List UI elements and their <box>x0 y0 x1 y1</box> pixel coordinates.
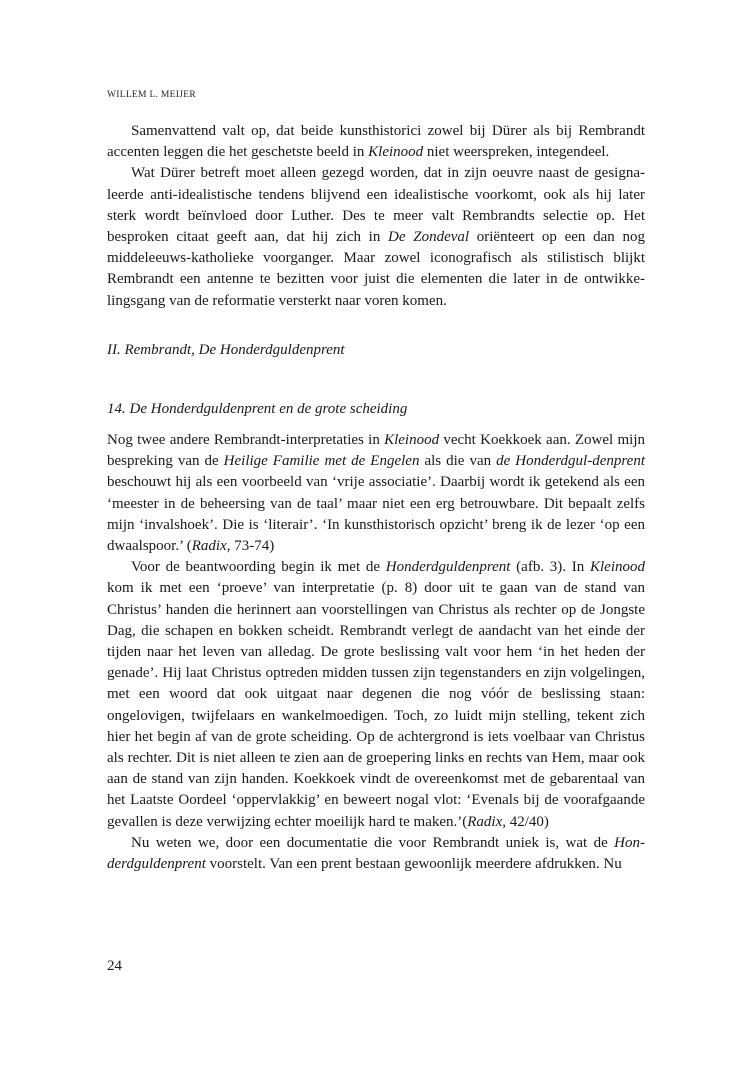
body-text-block-1 <box>107 121 645 312</box>
subsection-heading: 14. De Honderdguldenprent en de grote scheiding <box>107 401 408 417</box>
italic-title: De Zondeval <box>388 229 470 246</box>
page-number: 24 <box>107 958 122 974</box>
paragraph <box>107 833 645 875</box>
text-run: vecht Koekkoek aan. Zowel mijn bespreking van de <box>107 432 645 470</box>
italic-title: Radix <box>467 813 503 830</box>
text-run: oriënteert op een dan nog middeleeuws-katholieke voorganger. Maar zowel iconografisch als stilistisch blijkt Rembrandt een antenne te bezitten voor juist die elementen die later in de ontwikke-lingsgang van de reformatie versterkt naar voren komen. <box>107 229 645 309</box>
running-head: WILLEM L. MEIJER <box>107 90 196 100</box>
text-run: niet weerspreken, integendeel. <box>423 144 610 161</box>
text-run: Nu weten we, door een documentatie die voor Rembrandt uniek is, wat de <box>131 834 615 851</box>
italic-title: Heilige Familie met de Engelen <box>223 453 420 470</box>
italic-title: de Honderdgul-denprent <box>496 453 645 470</box>
text-run: , 73-74) <box>226 538 275 555</box>
text-run: voorstelt. Van een prent bestaan gewoonlijk meerdere afdrukken. Nu <box>205 856 622 873</box>
text-run: Samenvattend valt op, dat beide kunsthistorici zowel bij Dürer als bij Rembrandt accenten leggen die het geschetste beeld in <box>107 123 645 161</box>
text-run: (afb. 3). In <box>510 559 590 576</box>
text-run: als die van <box>419 453 497 470</box>
paragraph <box>107 163 645 311</box>
section-heading: II. Rembrandt, De Honderdguldenprent <box>107 342 345 358</box>
text-run: Nog twee andere Rembrandt-interpretaties in <box>107 432 385 448</box>
body-text-block-2 <box>107 430 645 875</box>
text-run: beschouwt hij als een voorbeeld van ‘vrije associatie’. Daarbij wordt ik getekend als een ‘meester in de beheersing van de taal’ maar niet een erg betrouwbare. Dit bepaalt zelfs mijn ‘invalshoek’. Die is ‘literair’. ‘In kunsthistorisch opzicht’ breng ik de lezer ‘op een dwaalspoor.’ ( <box>107 474 645 555</box>
text-run: Voor de beantwoording begin ik met de <box>131 559 386 576</box>
italic-title: Honderdguldenprent <box>385 559 511 576</box>
italic-title: Hon-derdguldenprent <box>107 834 645 873</box>
italic-title: Kleinood <box>590 559 645 576</box>
paragraph <box>107 430 645 557</box>
italic-title: Radix <box>191 538 227 555</box>
text-run: , 42/40) <box>502 813 549 830</box>
italic-title: Kleinood <box>368 144 424 161</box>
text-run: Wat Dürer betreft moet alleen gezegd worden, dat in zijn oeuvre naast de gesigna-leerde anti-idealistische tendens blijvend een idealistische voorkomt, ook als hij later sterk wordt beïnvloed door Luther. Des te meer valt Rembrandts selectie op. Het besproken citaat geeft aan, dat hij zich in <box>107 165 645 246</box>
paragraph <box>107 557 645 833</box>
text-run: kom ik met een ‘proeve’ van interpretatie (p. 8) door uit te gaan van de stand van Christus’ handen die herinnert aan voorstellingen van Christus als rechter op de Jongste Dag, die schapen en bokken scheidt. Rembrandt verlegt de aandacht van het einde der tijden naar het leven van alledag. De grote beslissing valt voor hem ‘in het heden der genade’. Hij laat Christus optreden midden tussen zijn tegenstanders en zijn volgelingen, met een woord dat ook uitgaat naar degenen die nog vóór de beslissing staan: ongelovigen, twijfelaars en wankelmoedigen. Toch, zo luidt mijn stelling, tekent zich hier het begin af van de grote scheiding. Op de achtergrond is iets voelbaar van Christus als rechter. Dit is niet alleen te zien aan de groepering links en rechts van Hem, maar ook aan de stand van zijn handen. Koekkoek vindt de overeenkomst met de gebarentaal van het Laatste Oordeel ‘oppervlakkig’ en beweert nogal vlot: ‘Evenals bij de voorafgaande gevallen is deze verwijzing echter moeilijk hard te maken.’( <box>107 580 645 830</box>
paragraph <box>107 121 645 163</box>
italic-title: Kleinood <box>384 432 440 448</box>
